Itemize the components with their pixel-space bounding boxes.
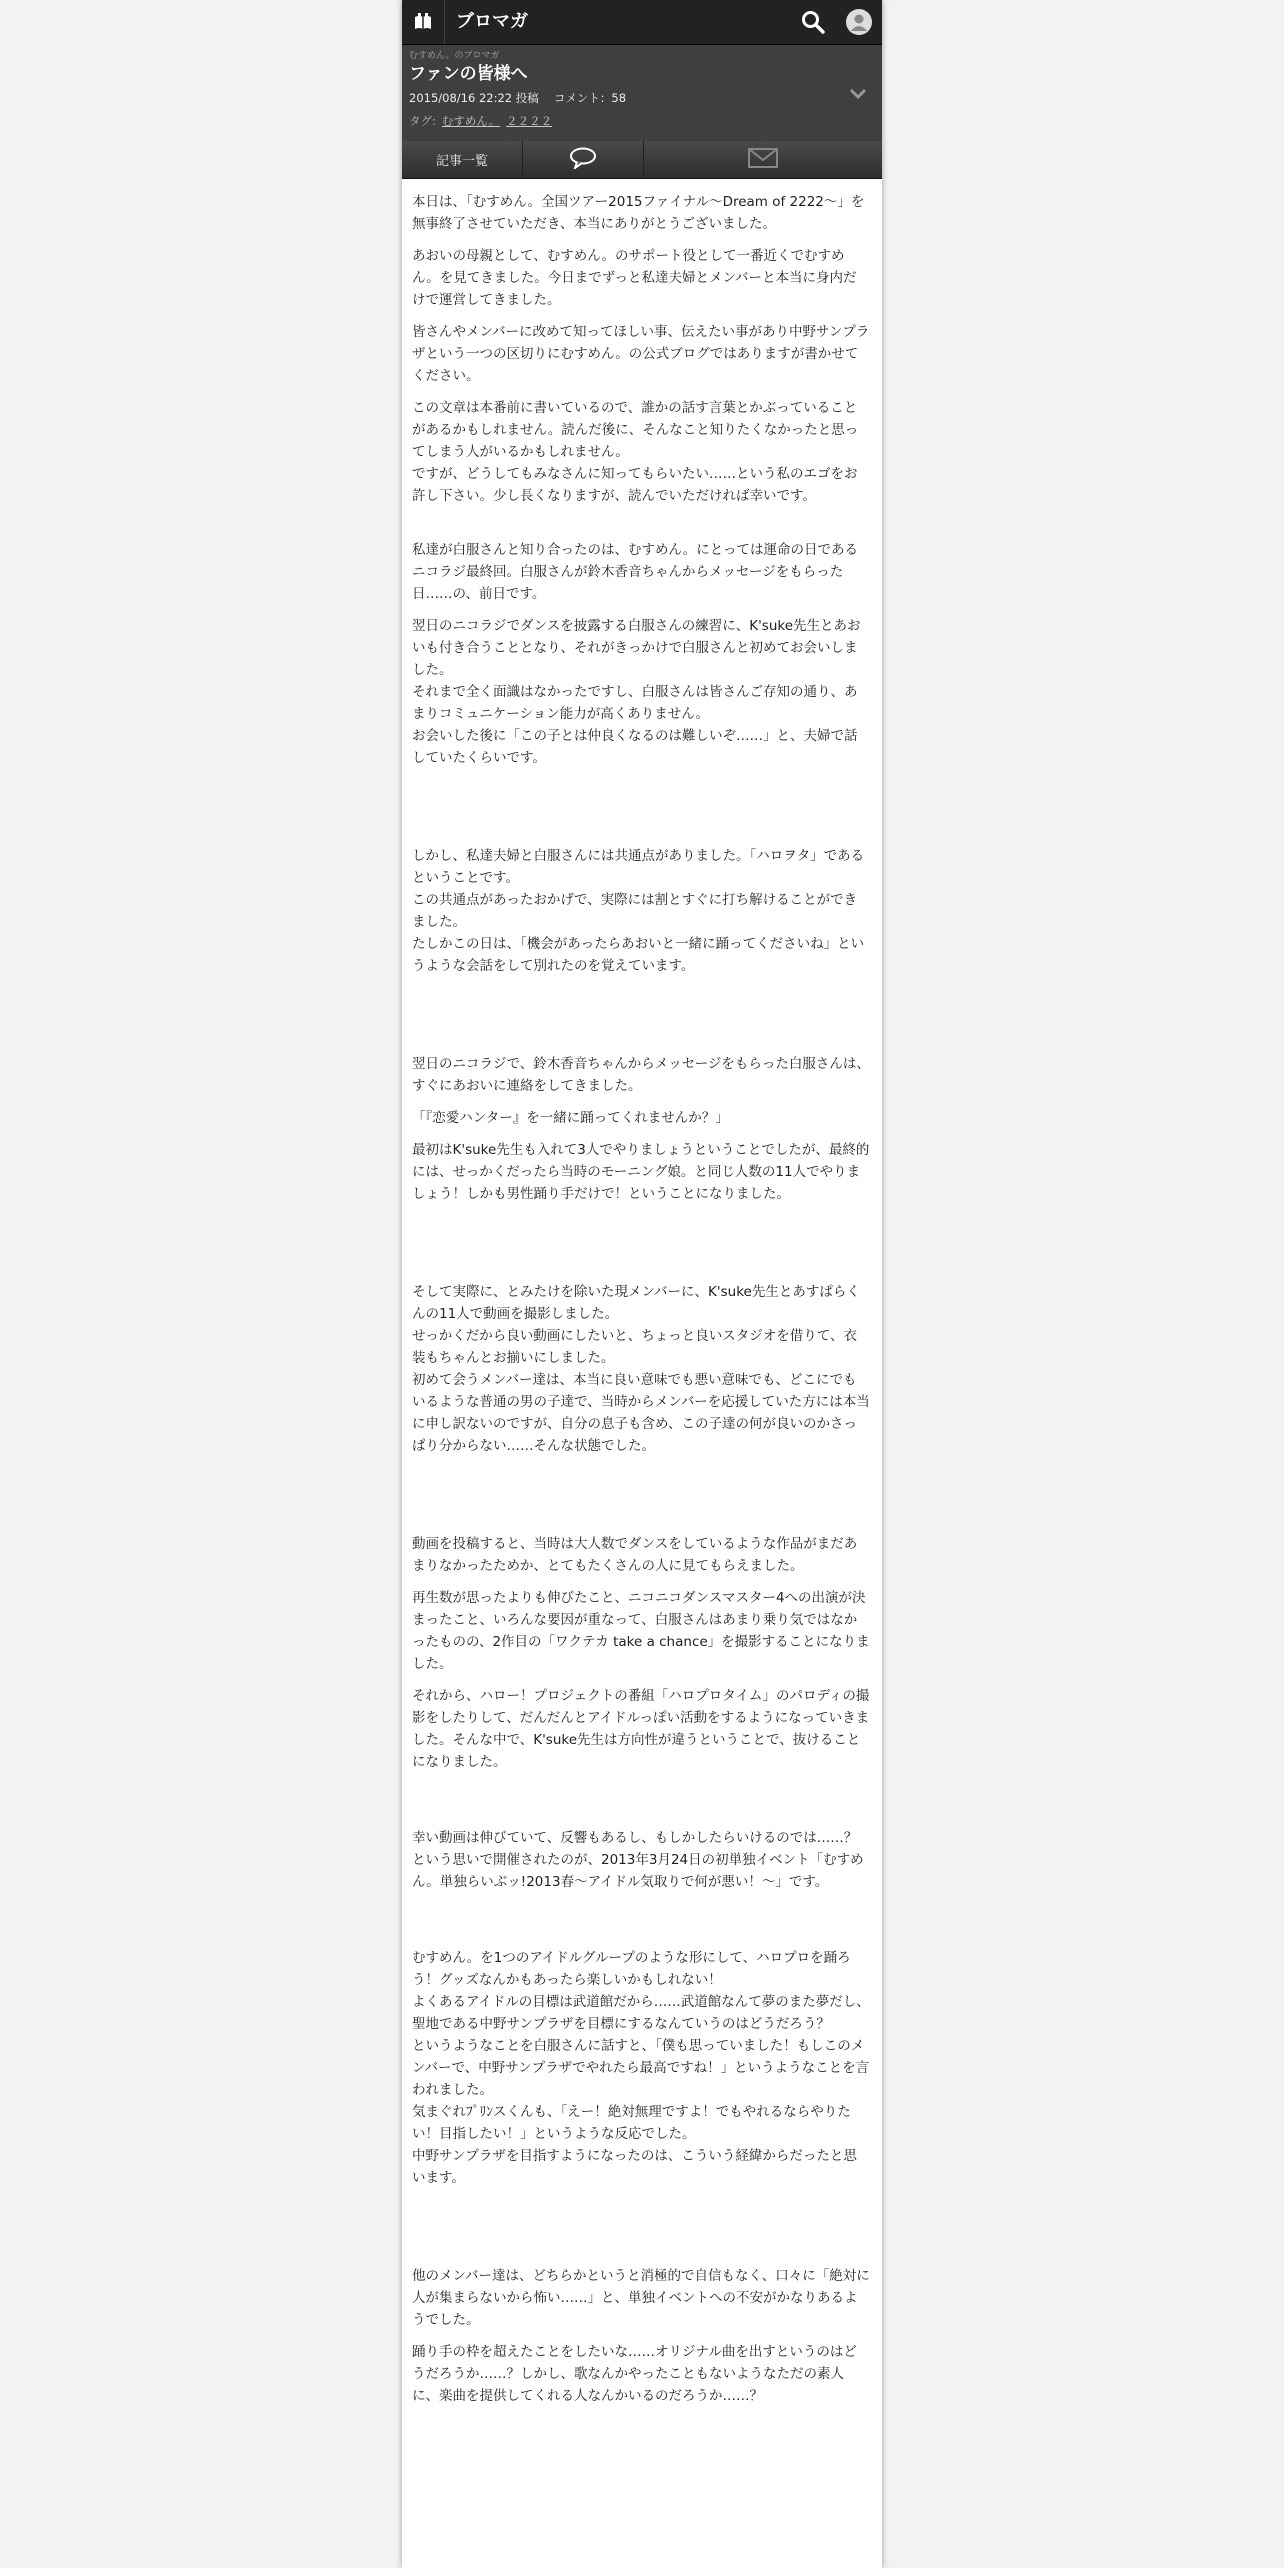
tab-comments[interactable]: [523, 141, 644, 178]
article-paragraph: 翌日のニコラジでダンスを披露する白服さんの練習に、K'suke先生とあおいも付き合うこととなり、それがきっかけで白服さんと初めてお会いしました。 それまで全く面識はなかったですし、白服さんは皆さんご存知の通り、あまりコミュニケーション能力が高くありません。 お会いした後に「この子とは仲良くなるのは難しいぞ……」と、夫婦で話していたくらいです。: [412, 618, 861, 766]
tab-article-list[interactable]: 記事一覧: [402, 141, 523, 178]
article-paragraph: この文章は本番前に書いているので、誰かの話す言葉とかぶっていることがあるかもしれません。読んだ後に、そんなこと知りたくなかったと思ってしまう人がいるかもしれません。 ですが、どうしてもみなさんに知ってもらいたい……という私のエゴをお許し下さい。少し長くなりますが、読んでいただければ幸いです。: [412, 400, 859, 504]
article-paragraph: 私達が白服さんと知り合ったのは、むすめん。にとっては運命の日であるニコラジ最終回。白服さんが鈴木香音ちゃんからメッセージをもらった日……の、前日です。: [412, 542, 859, 602]
tag-link[interactable]: むすめん。: [441, 114, 501, 128]
article-title: ファンの皆様へ: [409, 64, 528, 84]
article-paragraph: 皆さんやメンバーに改めて知ってほしい事、伝えたい事があり中野サンプラザという一つの区切りにむすめん。の公式ブログではありますが書かせてください。: [412, 324, 870, 384]
article-body: [402, 179, 882, 2407]
post-meta: 2015/08/16 22:22 投稿 コメント：58: [409, 91, 627, 105]
article-paragraph: 幸い動画は伸びていて、反響もあるし、もしかしたらいけるのでは……？ という思いで開催されたのが、2013年3月24日の初単独イベント「むすめん。単独らいぶッ!2013春～アイドル気取りで何が悪い！～」です。: [412, 1830, 864, 1890]
article-paragraph: むすめん。を1つのアイドルグループのような形にして、ハロプロを踊ろう！グッズなんかもあったら楽しいかもしれない！ よくあるアイドルの目標は武道館だから……武道館なんて夢のまた夢だし、聖地である中野サンプラザを目標にするなんていうのはどうだろう？ というようなことを白服さんに話すと、「僕も思っていました！もしこのメンバーで、中野サンプラザでやれたら最高ですね！」というようなことを言われました。 気まぐれﾌﾟﾘﾝスくんも、「えー！絶対無理ですよ！でもやれるならやりたい！目指したい！」というような反応でした。 中野サンプラザを目指すようになったのは、こういう経緯からだったと思います。: [412, 1950, 870, 2186]
tag-list: [409, 113, 552, 129]
tags-label: タグ:: [409, 114, 436, 128]
page: [402, 0, 882, 2568]
chevron-down-icon[interactable]: [846, 81, 870, 105]
mail-icon: [748, 148, 778, 172]
blog-name[interactable]: むすめん。のブロマガ: [409, 51, 500, 61]
search-icon[interactable]: [800, 9, 826, 35]
article-paragraph: 「『恋愛ハンター』を一緒に踊ってくれませんか？」: [412, 1110, 729, 1126]
article-paragraph: 最初はK'suke先生も入れて3人でやりましょうということでしたが、最終的には、せっかくだったら当時のモーニング娘。と同じ人数の11人でやりましょう！しかも男性踊り手だけで！ということになりました。: [412, 1142, 870, 1202]
article-paragraph: 動画を投稿すると、当時は大人数でダンスをしているような作品がまだあまりなかったためか、とてもたくさんの人に見てもらえました。: [412, 1536, 858, 1574]
article-paragraph: そして実際に、とみたけを除いた現メンバーに、K'suke先生とあすぱらくんの11人で動画を撮影しました。 せっかくだから良い動画にしたいと、ちょっと良いスタジオを借りて、衣装もちゃんとお揃いにしました。 初めて会うメンバー達は、本当に良い意味でも悪い意味でも、どこにでもいるような普通の男の子達で、当時からメンバーを応援していた方には本当に申し訳ないのですが、自分の息子も含め、この子達の何が良いのかさっぱり分からない……そんな状態でした。: [412, 1284, 870, 1454]
tab-mail[interactable]: [644, 141, 882, 178]
tab-bar: [402, 141, 882, 179]
top-bar: [402, 0, 882, 45]
article-paragraph: 他のメンバー達は、どちらかというと消極的で自信もなく、口々に「絶対に人が集まらないから怖い……」と、単独イベントへの不安がかなりあるようでした。: [412, 2268, 870, 2328]
comment-icon: [569, 147, 597, 173]
article-paragraph: 再生数が思ったよりも伸びたこと、ニコニコダンスマスター4への出演が決まったこと、いろんな要因が重なって、白服さんはあまり乗り気ではなかったものの、2作目の「ワクテカ take a chance」を撮影することになりました。: [412, 1590, 870, 1672]
user-avatar-icon[interactable]: [846, 9, 872, 35]
brand-title[interactable]: ブロマガ: [456, 11, 528, 32]
article-paragraph: それから、ハロー！プロジェクトの番組「ハロプロタイム」のパロディの撮影をしたりして、だんだんとアイドルっぽい活動をするようになっていきました。そんな中で、K'suke先生は方向性が違うということで、抜けることになりました。: [412, 1688, 870, 1770]
book-icon[interactable]: [402, 0, 445, 44]
article-paragraph: 踊り手の枠を超えたことをしたいな……オリジナル曲を出すというのはどうだろうか……？しかし、歌なんかやったこともないようなただの素人に、楽曲を提供してくれる人なんかいるのだろうか……？: [412, 2344, 857, 2404]
article-paragraph: 翌日のニコラジで、鈴木香音ちゃんからメッセージをもらった白服さんは、すぐにあおいに連絡をしてきました。: [412, 1056, 870, 1094]
tag-link[interactable]: ２２２２: [506, 114, 553, 128]
article-header: [402, 45, 882, 141]
article-paragraph: 本日は、「むすめん。全国ツアー2015ファイナル～Dream of 2222～」を無事終了させていただき、本当にありがとうございました。: [412, 194, 865, 232]
article-paragraph: あおいの母親として、むすめん。のサポート役として一番近くでむすめん。を見てきました。今日までずっと私達夫婦とメンバーと本当に身内だけで運営してきました。: [412, 248, 857, 308]
article-paragraph: しかし、私達夫婦と白服さんには共通点がありました。「ハロヲタ」であるということです。 この共通点があったおかげで、実際には割とすぐに打ち解けることができました。 たしかこの日は、「機会があったらあおいと一緒に踊ってくださいね」というような会話をして別れたのを覚えています。: [412, 848, 865, 974]
